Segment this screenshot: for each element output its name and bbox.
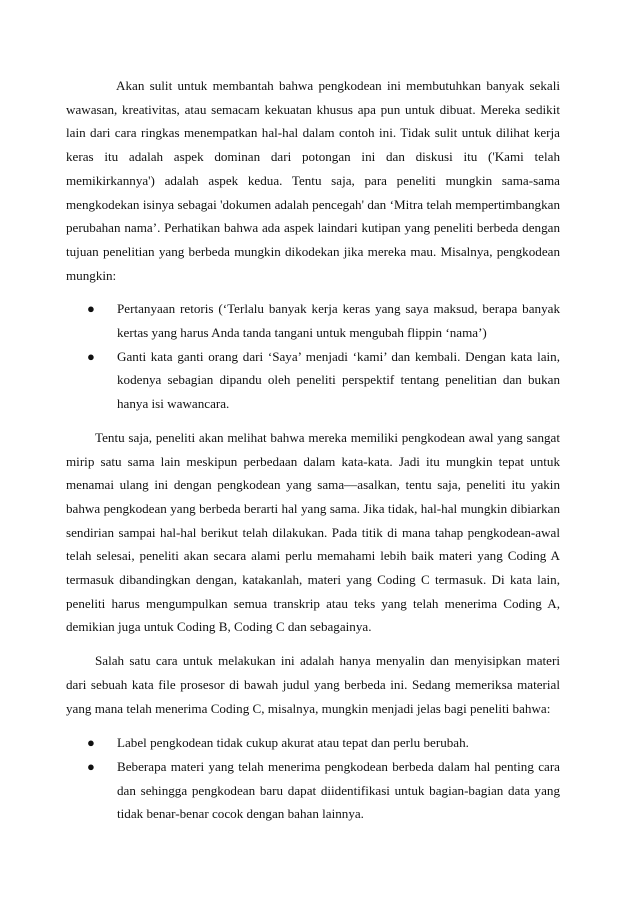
- bullet-list: [66, 297, 560, 416]
- list-item: [66, 731, 560, 755]
- list-item-text: Label pengkodean tidak cukup akurat atau tepat dan perlu berubah.: [117, 735, 469, 751]
- list-item: [66, 755, 560, 826]
- list-item-text: Pertanyaan retoris (‘Terlalu banyak kerja keras yang saya maksud, berapa banyak kertas yang harus Anda tanda tangani untuk mengubah flippin ‘nama’): [117, 301, 560, 341]
- list-item: [66, 345, 560, 416]
- list-item-text: Ganti kata ganti orang dari ‘Saya’ menjadi ‘kami’ dan kembali. Dengan kata lain, kodenya sebagian dipandu oleh peneliti perspektif tentang penelitian dan bukan hanya isi wawancara.: [117, 348, 560, 412]
- paragraph: Salah satu cara untuk melakukan ini adalah hanya menyalin dan menyisipkan materi dari sebuah kata file prosesor di bawah judul yang berbeda ini. Sedang memeriksa material yang mana telah menerima Coding C, misalnya, mungkin menjadi jelas bagi peneliti bahwa:: [66, 653, 560, 716]
- paragraph: Tentu saja, peneliti akan melihat bahwa mereka memiliki pengkodean awal yang sangat mirip satu sama lain meskipun perbedaan dalam kata-kata. Jadi itu mungkin tepat untuk menamai ulang ini dengan pengkodean yang sama—asalkan, tentu saja, peneliti itu yakin bahwa pengkodean yang berbeda berarti hal yang sama. Jika tidak, hal-hal mungkin dibiarkan sendirian sampai hal-hal berikut telah dilakukan. Pada titik di mana tahap pengkodean-awal telah selesai, peneliti akan secara alami perlu memahami lebih baik materi yang Coding A termasuk dibandingkan dengan, katakanlah, materi yang Coding C termasuk. Di kata lain, peneliti harus mengumpulkan semua transkrip atau teks yang telah menerima Coding A, demikian juga untuk Coding B, Coding C dan sebagainya.: [66, 429, 560, 635]
- list-item-text: Beberapa materi yang telah menerima pengkodean berbeda dalam hal penting cara dan sehingga pengkodean baru dapat diidentifikasi untuk bagian-bagian data yang tidak benar-benar cocok dengan bahan lainnya.: [117, 758, 560, 822]
- bullet-icon: ●: [87, 735, 95, 751]
- list-item: [66, 297, 560, 344]
- bullet-icon: ●: [87, 301, 95, 317]
- bullet-icon: ●: [87, 348, 95, 364]
- paragraph: Akan sulit untuk membantah bahwa pengkodean ini membutuhkan banyak sekali wawasan, kreativitas, atau semacam kekuatan khusus apa pun untuk dibuat. Mereka sedikit lain dari cara ringkas menempatkan hal-hal dalam contoh ini. Tidak sulit untuk dilihat kerja keras itu adalah aspek dominan dari potongan ini dan diskusi itu ('Kami telah memikirkannya') adalah aspek kedua. Tentu saja, para peneliti mungkin sama-sama mengkodekan isinya sebagai 'dokumen adalah pencegah' dan ‘Mitra telah mempertimbangkan perubahan nama’. Perhatikan bahwa ada aspek laindari kutipan yang peneliti berbeda dengan tujuan penelitian yang berbeda mungkin dikodekan jika mereka mau. Misalnya, pengkodean mungkin:: [66, 78, 560, 283]
- bullet-icon: ●: [87, 758, 95, 774]
- bullet-list: [66, 731, 560, 826]
- document-body: [66, 74, 560, 826]
